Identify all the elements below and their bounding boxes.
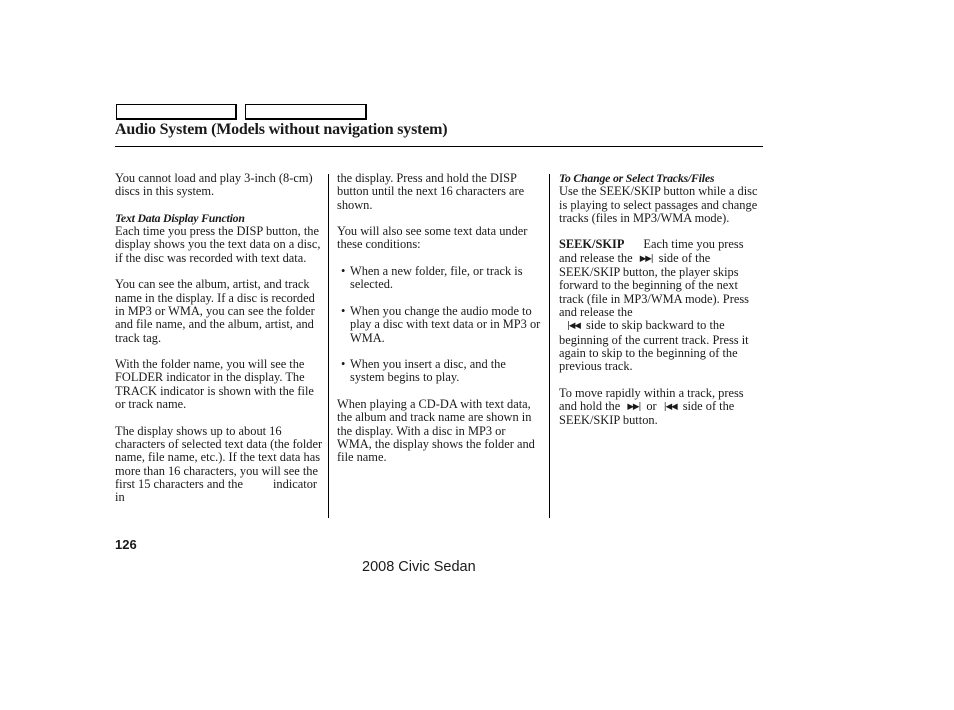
page-number: 126 bbox=[115, 537, 137, 552]
paragraph-disp-button: Each time you press the DISP button, the display shows you the text data on a disc, if the disc was recorded with text data. bbox=[115, 224, 321, 265]
text-16-chars-b: indicator in bbox=[115, 476, 318, 505]
rapid-or: or bbox=[646, 399, 657, 414]
paragraph-seek-skip bbox=[559, 238, 763, 373]
paragraph-seek-skip-use: Use the SEEK/SKIP button while a disc is playing to select passages and change tracks (files in MP3/WMA mode). bbox=[559, 184, 758, 225]
skip-back-icon: |◀◀ bbox=[567, 321, 580, 332]
seek-text-a: Each time you press and release the bbox=[559, 237, 744, 265]
list-item bbox=[337, 265, 542, 292]
page-title: Audio System (Models without navigation system) bbox=[115, 121, 448, 138]
list-item bbox=[337, 358, 542, 385]
rapid-text-b: side of the SEEK/SKIP button. bbox=[559, 399, 735, 428]
skip-back-icon: |◀◀ bbox=[663, 402, 677, 413]
column-1 bbox=[115, 172, 323, 518]
paragraph-move-rapidly bbox=[559, 387, 763, 428]
bullet-icon: • bbox=[341, 264, 346, 279]
list-item-text: When a new folder, file, or track is selected. bbox=[350, 264, 523, 292]
column-divider-2 bbox=[549, 174, 550, 518]
rapid-text-a: To move rapidly within a track, press and hold the bbox=[559, 385, 744, 414]
text-16-chars-a: The display shows up to about 16 characters of selected text data (the folder name, file name, etc.). If the text data has more than 16 characters, you will see the first 15 characters and the bbox=[115, 423, 323, 491]
paragraph-album-artist: You can see the album, artist, and track name in the display. If a disc is recorded in MP3 or WMA, you can see the folder and file name, and the album, artist, and track tag. bbox=[115, 277, 315, 345]
subheading-text-data: Text Data Display Function bbox=[115, 210, 245, 225]
paragraph-conditions: You will also see some text data under these conditions: bbox=[337, 224, 528, 252]
paragraph-disp-hold: the display. Press and hold the DISP button until the next 16 characters are shown. bbox=[337, 171, 525, 212]
list-item-text: When you insert a disc, and the system begins to play. bbox=[350, 357, 506, 385]
bullet-icon: • bbox=[341, 357, 346, 372]
list-item-text: When you change the audio mode to play a disc with text data or in MP3 or WMA. bbox=[350, 303, 541, 345]
paragraph-16-characters bbox=[115, 425, 323, 505]
skip-forward-icon: ▶▶| bbox=[639, 253, 653, 264]
bullet-icon: • bbox=[341, 303, 346, 318]
section-tab-2 bbox=[245, 104, 367, 120]
paragraph-cd-da: When playing a CD-DA with text data, the album and track name are shown in the display. With a disc in MP3 or WMA, the display shows the folder and file name. bbox=[337, 397, 535, 465]
column-2 bbox=[337, 172, 542, 478]
seek-text-b: side of the SEEK/SKIP button, the player skips forward to the beginning of the next track (file in MP3/WMA mode). Press and release the bbox=[559, 250, 749, 319]
list-item bbox=[337, 305, 542, 345]
column-divider-1 bbox=[328, 174, 329, 518]
subheading-change-tracks: To Change or Select Tracks/Files bbox=[559, 171, 715, 185]
seek-skip-label: SEEK/SKIP bbox=[559, 237, 625, 252]
footer-model: 2008 Civic Sedan bbox=[362, 559, 476, 575]
skip-forward-icon: ▶▶| bbox=[627, 402, 641, 413]
seek-text-c: side to skip backward to the beginning of the current track. Press it again to skip to the beginning of the previous track. bbox=[559, 318, 749, 374]
paragraph-folder-indicator: With the folder name, you will see the FOLDER indicator in the display. The TRACK indicator is shown with the file or track name. bbox=[115, 357, 314, 412]
section-tab-1 bbox=[116, 104, 237, 120]
paragraph-disc-size: You cannot load and play 3-inch (8-cm) discs in this system. bbox=[115, 171, 313, 199]
title-rule bbox=[115, 146, 763, 147]
column-3 bbox=[559, 172, 763, 441]
